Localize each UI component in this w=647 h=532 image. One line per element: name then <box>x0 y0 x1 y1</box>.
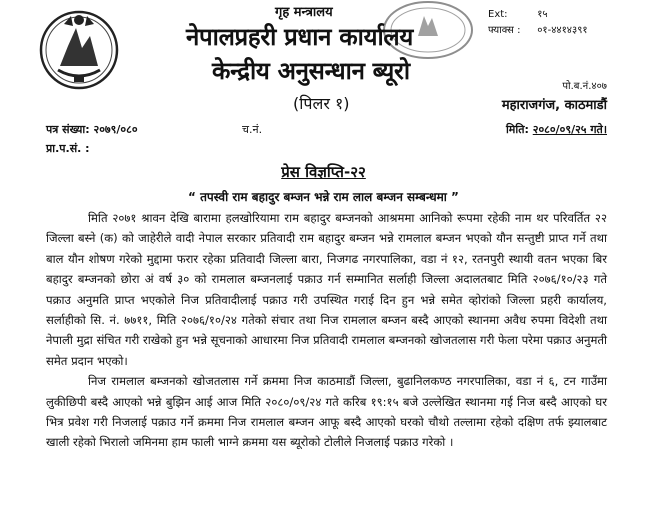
office-title: नेपालप्रहरी प्रधान कार्यालय <box>186 23 414 51</box>
letter-date <box>506 122 607 137</box>
reference-number: पत्र संख्या: २०७९/०८० <box>46 123 138 136</box>
date-label: मिति: <box>505 123 529 136</box>
ministry-name: गृह मन्त्रालय <box>275 5 333 20</box>
nepal-police-emblem-icon <box>38 6 120 90</box>
pillar-label: (पिलर १) <box>293 94 350 113</box>
date-value: २०८०/०९/२५ गते। <box>532 123 607 136</box>
ext-value: १५ <box>537 9 548 20</box>
ext-label: Ext: <box>488 9 508 20</box>
press-release-title: प्रेस विज्ञप्ति-२२ <box>281 163 366 181</box>
dispatch-number: च.नं. <box>242 123 263 136</box>
prapasa-label: प्रा.प.सं. : <box>46 142 90 155</box>
press-release-subject: “ तपस्वी राम बहादुर बम्जन भन्ने राम लाल बम्जन सम्बन्धमा ” <box>188 190 459 204</box>
body-paragraph: निज रामलाल बम्जनको खोजतलास गर्ने क्रममा निज काठमाडौं जिल्ला, बुढानिलकण्ठ नगरपालिका, वडा नं ६, टन गाउँमा लुकीछिपी बस्दै आएको भन्ने बुझिन आई आज मिति २०८०/०९/२४ गते करिब १९:१५ बजे उल्लेखित स्थानमा गई निज बस्दै आएको घर भित्र प्रवेश गरी निजलाई पक्राउ गर्ने क्रममा निज रामलाल बम्जन आफू बस्दै आएको घरको चौथो तल्लामा रहेको दक्षिण तर्फ झ्यालबाट खाली रहेको भिरालो जमिनमा हाम फाली भाग्ने क्रममा यस ब्यूरोको टोलीले निजलाई पक्राउ गरेको । <box>46 374 607 450</box>
body-paragraph: मिति २०७१ श्रावन देखि बारामा हलखोरियामा राम बहादुर बम्जनको आश्रममा आनिको रूपमा रहेकी नाम थर परिवर्तित २२ जिल्ला बस्ने (क) को जाहेरीले वादी नेपाल सरकार प्रतिवादी राम बहादुर बम्जन भन्ने रामलाल बम्जन भएको यौन सन्तुष्टी प्राप्त गर्ने तथा बाल यौन शोषण गरेको मुद्दामा फरार रहेका प्रतिवादी जिल्ला बारा, निजगढ नगरपालिका, वडा नं १२, रतनपुरी स्थायी वतन भएका बिर बहादुर बम्जनको छोरा अं वर्ष ३० को रामलाल बम्जनलाई पक्राउ गर्न सम्मानित सर्लाही जिल्ला अदालतबाट मिति २०७६/१०/२३ गते पक्राउ अनुमति प्राप्त भएकोले निज प्रतिवादीलाई पक्राउ गरी उपस्थित गराई दिन हुन भन्ने समेत व्होरांको जिल्ला प्रहरी कार्यालय, सर्लाहीको सि. नं. ७७११, मिति २०७६/१०/२४ गतेको संचार तथा निज रामलाल बम्जन बस्दै आएको स्थानमा अवैध रुपमा विदेशी तथा नेपाली मुद्रा संचित गरी राखेको हुन भन्ने सूचनाको आधारमा निज प्रतिवादी रामलाल बम्जनको खोजतलास गरी फेला परेमा पक्राउ अनुमती समेत प्रदान भएको। <box>46 211 607 368</box>
po-box: पो.ब.नं.४०७ <box>562 81 607 92</box>
office-address: महाराजगंज, काठमाडौं <box>501 98 607 113</box>
bureau-title: केन्द्रीय अनुसन्धान ब्यूरो <box>212 57 410 85</box>
extension-line <box>488 6 548 20</box>
fax-line <box>488 22 588 36</box>
press-release-body <box>46 208 607 453</box>
fax-label: फ्याक्स : <box>488 25 521 36</box>
fax-value: ०१-४४१४३९१ <box>537 25 588 36</box>
